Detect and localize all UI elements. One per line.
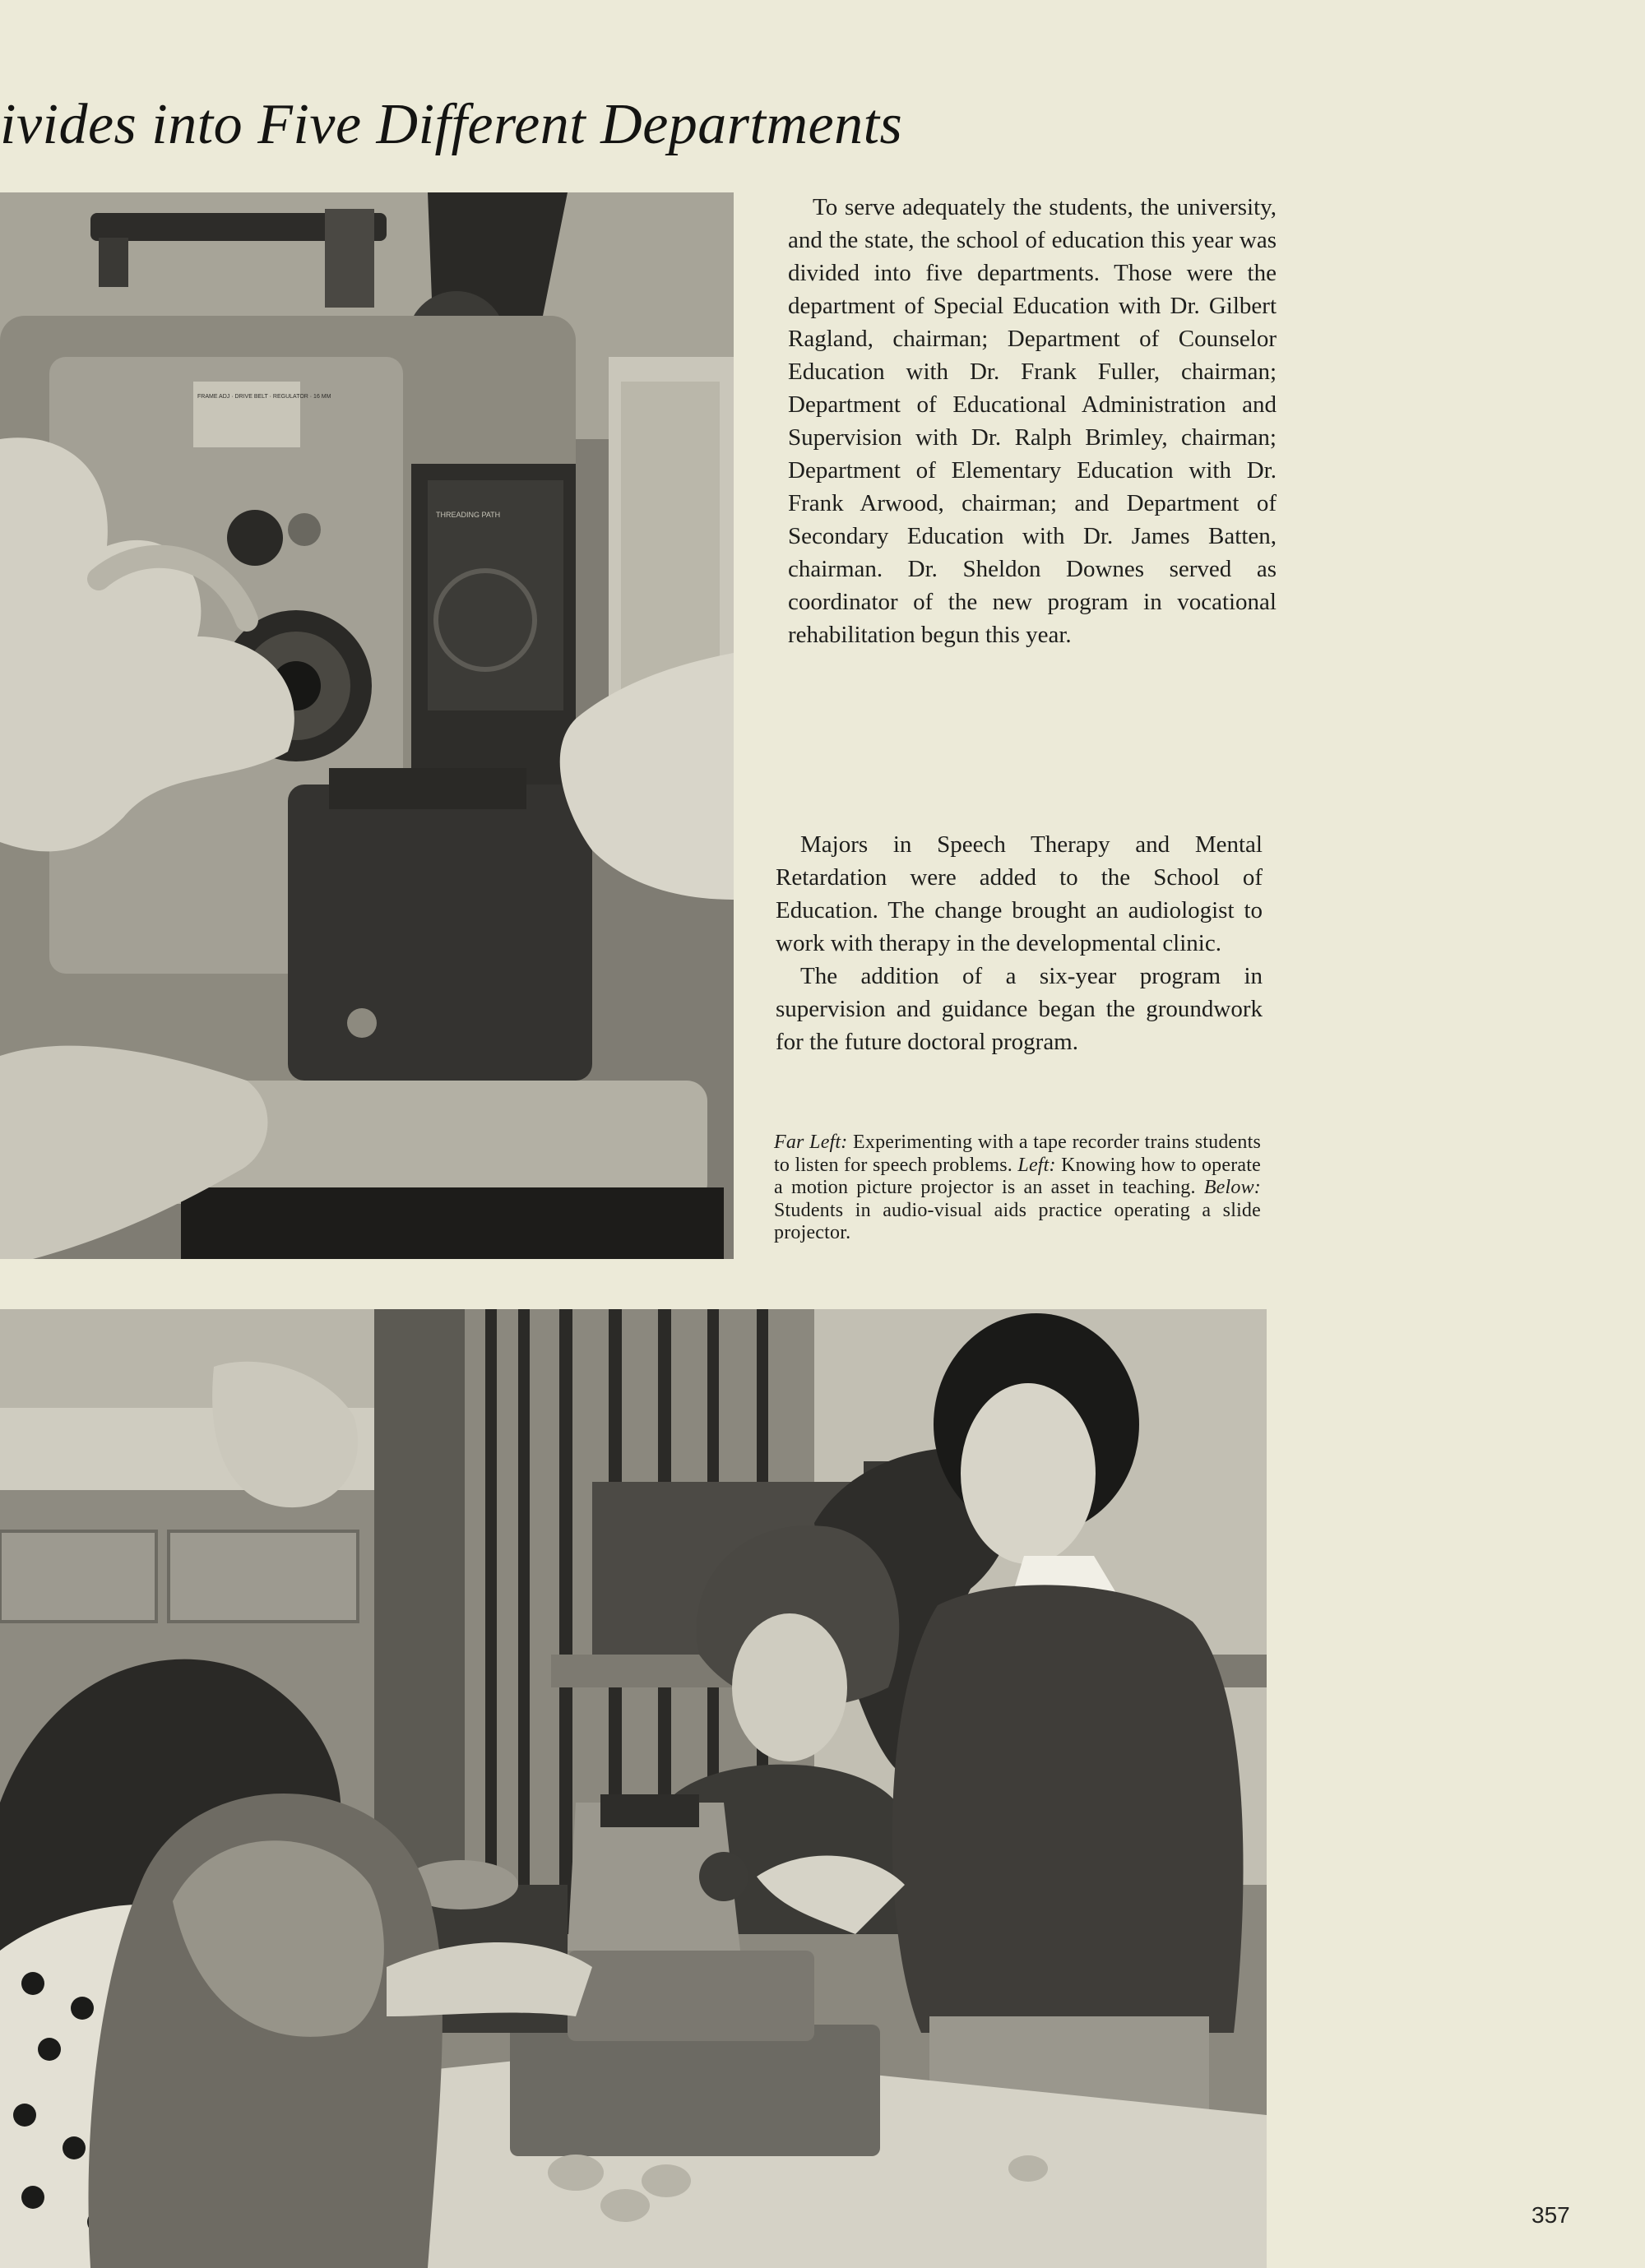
slide-projector-illustration	[0, 1309, 1267, 2268]
body-column-2	[776, 828, 1263, 1058]
page-headline: ivides into Five Different Departments	[0, 93, 903, 156]
caption-text-below: Students in audio-visual aids practice operating a slide projector.	[774, 1199, 1261, 1243]
caption-label-left: Left:	[1017, 1154, 1056, 1176]
plate-text: FRAME ADJ · DRIVE BELT · REGULATOR · 16 MM	[197, 394, 331, 400]
body-paragraph-2: Majors in Speech Therapy and Mental Retardation were added to the School of Education. The change brought an audiologist to work with therapy in the developmental clinic.	[776, 831, 1263, 956]
photo-slide-projector-students	[0, 1309, 1267, 2268]
photo-motion-picture-projector	[0, 192, 734, 1259]
caption-label-below: Below:	[1203, 1177, 1261, 1198]
caption-text-far-left: Experimenting with a tape recorder trains students to listen for speech problems.	[774, 1132, 1261, 1176]
body-paragraph-1: To serve adequately the students, the university, and the state, the school of education this year was divided into five departments. Those were the department of Special Education with Dr. Gilbert Ragland, chairman; Department of Counselor Education with Dr. Frank Fuller, chairman; Department of Educational Administration and Supervision with Dr. Ralph Brimley, chairman; Department of Elementary Education with Dr. Frank Arwood, chairman; and Department of Secondary Education with Dr. James Batten, chairman. Dr. Sheldon Downes served as coordinator of the new program in vocational rehabilitation begun this year.	[788, 194, 1277, 648]
caption-text-left: Knowing how to operate a motion picture projector is an asset in teaching.	[774, 1154, 1261, 1198]
projector-illustration	[0, 192, 734, 1259]
photo-caption	[774, 1132, 1261, 1245]
body-column-1	[788, 191, 1277, 651]
body-paragraph-3: The addition of a six-year program in supervision and guidance began the groundwork for the future doctoral program.	[776, 963, 1263, 1055]
panel-label: THREADING PATH	[436, 511, 501, 519]
caption-label-far-left: Far Left:	[774, 1132, 848, 1153]
page-number: 357	[1531, 2202, 1570, 2228]
